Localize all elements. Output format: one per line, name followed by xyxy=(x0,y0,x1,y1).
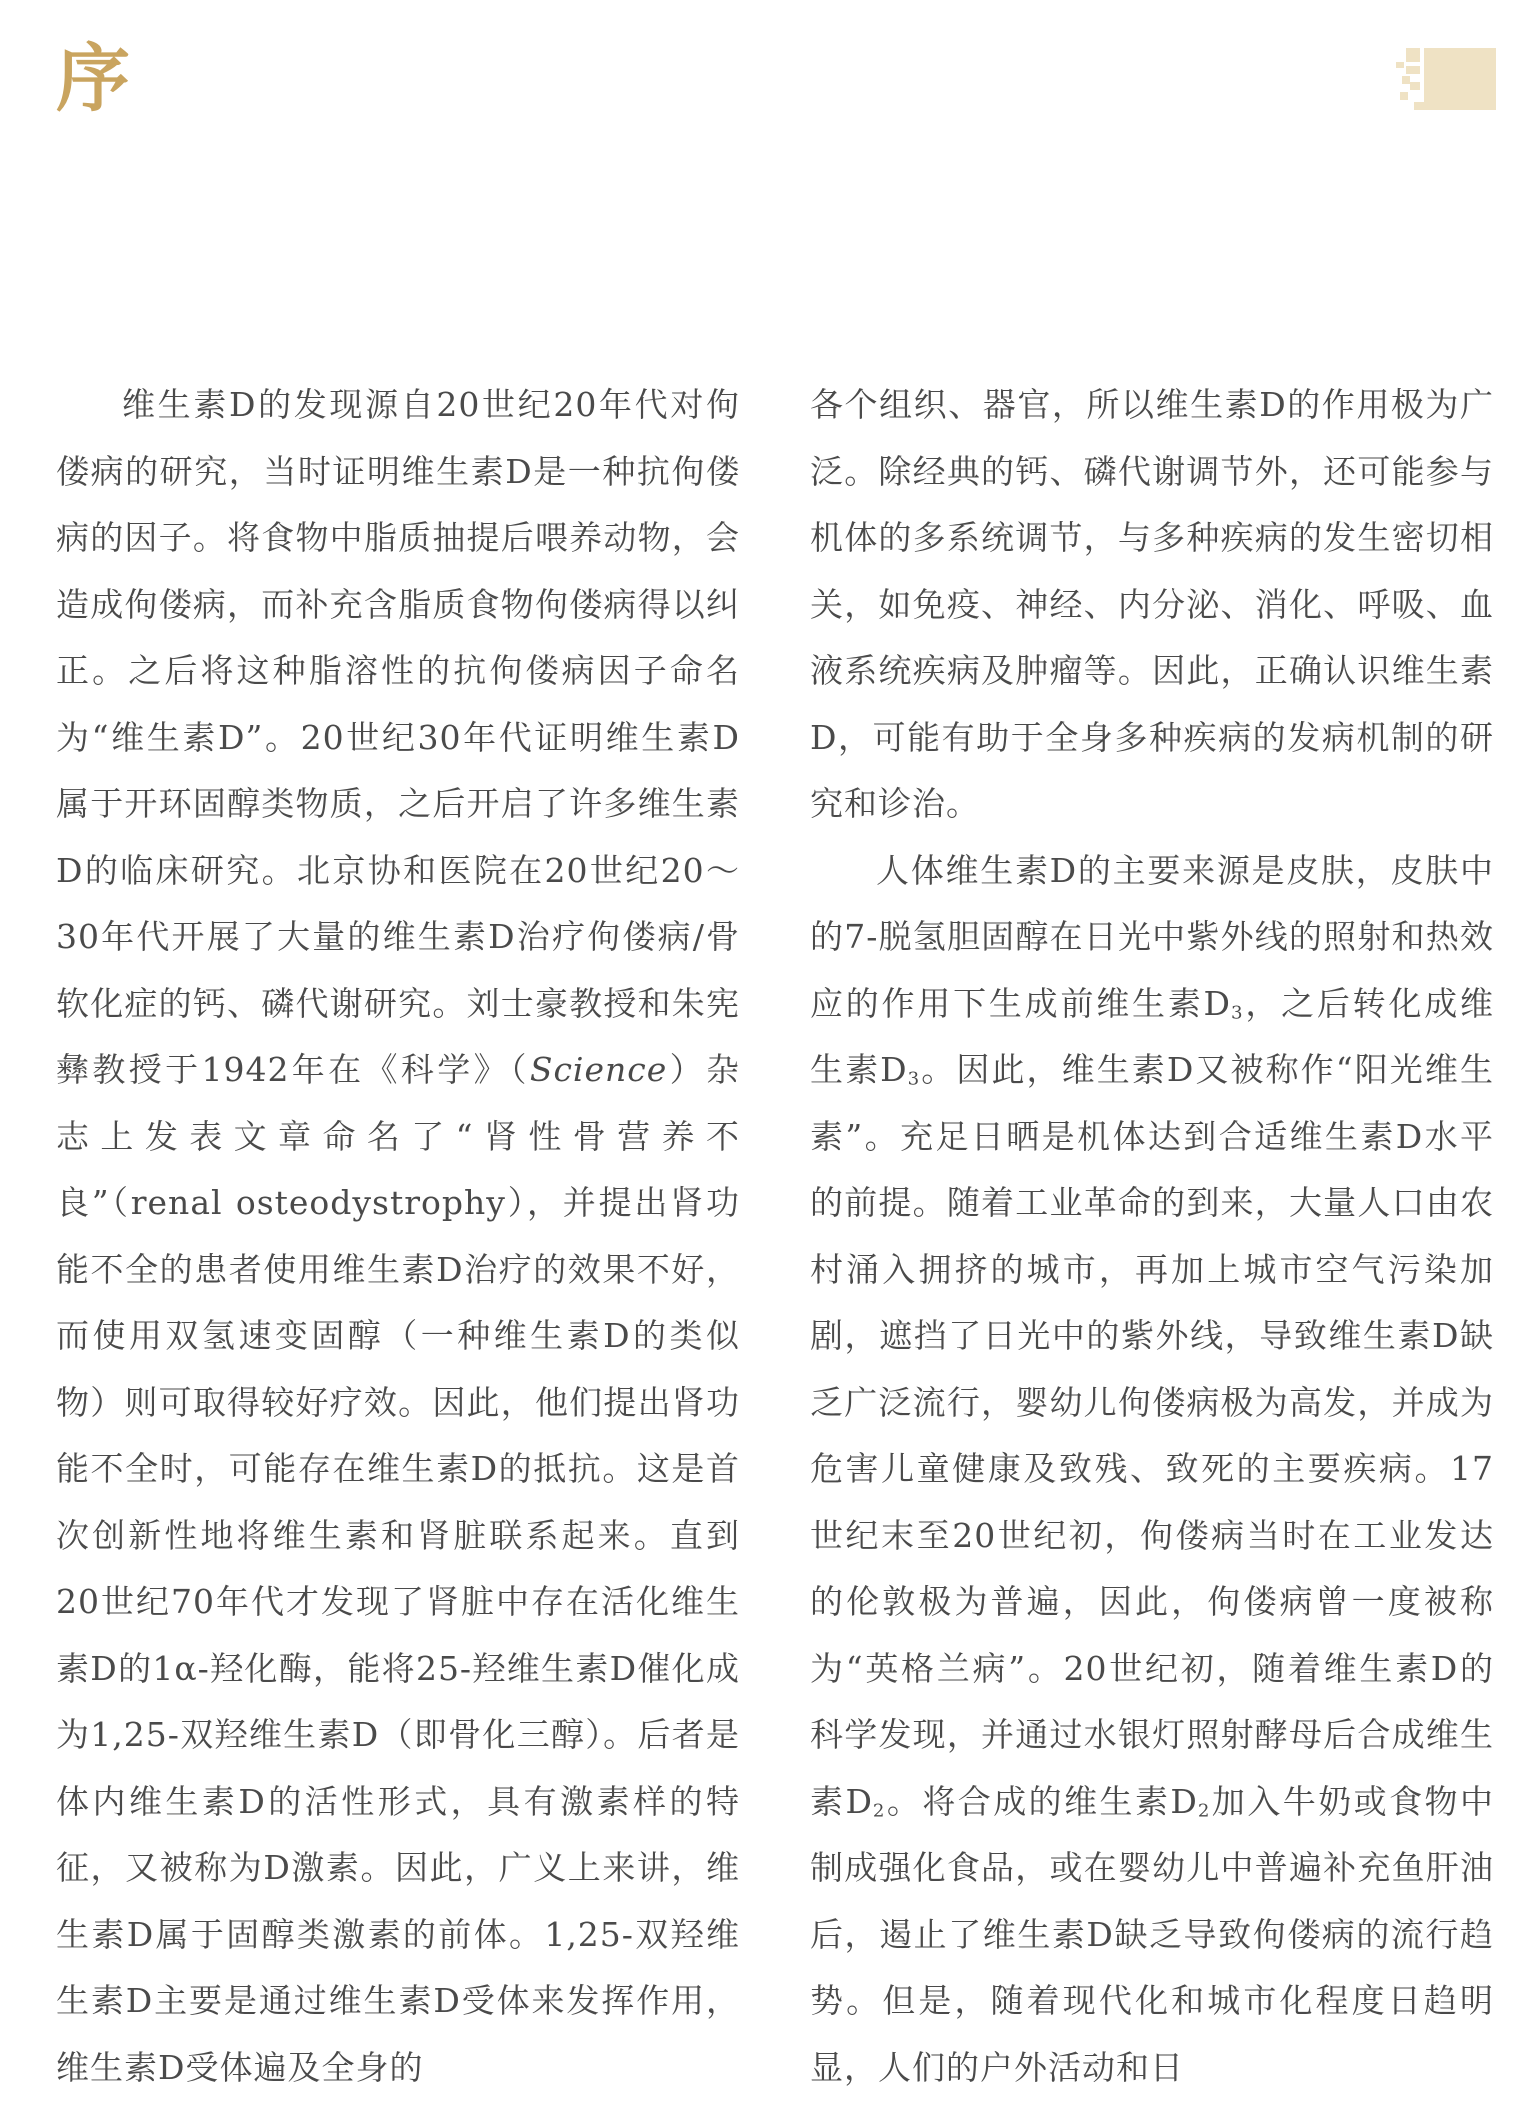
subscript: 2 xyxy=(1197,1800,1211,1822)
subscript: 3 xyxy=(907,1068,921,1090)
paragraph-text: 加入牛奶或食物中制成强化食品，或在婴幼儿中普遍补充鱼肝油后，遏止了维生素D缺乏导致佝偻病的流行趋势。但是，随着现代化和城市化程度日趋明显，人们的户外活动和日 xyxy=(810,1781,1494,2087)
paragraph xyxy=(810,838,1494,2102)
paragraph xyxy=(56,372,740,2101)
paragraph-text: 维生素D的发现源自20世纪20年代对佝偻病的研究，当时证明维生素D是一种抗佝偻病的因子。将食物中脂质抽提后喂养动物，会造成佝偻病，而补充含脂质食物佝偻病得以纠正。之后将这种脂溶性的抗佝偻病因子命名为“维生素D”。20世纪30年代证明维生素D属于开环固醇类物质，之后开启了许多维生素D的临床研究。北京协和医院在20世纪20～30年代开展了大量的维生素D治疗佝偻病/骨软化症的钙、磷代谢研究。刘士豪教授和朱宪彝教授于1942年在《科学》（ xyxy=(56,385,740,1089)
subscript: 2 xyxy=(872,1800,886,1822)
paragraph-text: ，之后转化成维生素D xyxy=(810,983,1495,1089)
journal-name: Science xyxy=(529,1050,668,1089)
subscript: 3 xyxy=(1231,1002,1244,1024)
paragraph-text: 。将合成的维生素D xyxy=(885,1781,1198,1821)
left-column xyxy=(56,372,740,2101)
page-title: 序 xyxy=(56,36,130,122)
paragraph-continuation: 各个组织、器官，所以维生素D的作用极为广泛。除经典的钙、磷代谢调节外，还可能参与机体的多系统调节，与多种疾病的发生密切相关，如免疫、神经、内分泌、消化、呼吸、血液系统疾病及肿瘤等。因此，正确认识维生素D，可能有助于全身多种疾病的发病机制的研究和诊治。 xyxy=(810,385,1494,823)
paragraph-text: 。因此，维生素D又被称作“阳光维生素”。充足日晒是机体达到合适维生素D水平的前提。随着工业革命的到来，大量人口由农村涌入拥挤的城市，再加上城市空气污染加剧，遮挡了日光中的紫外线，导致维生素D缺乏广泛流行，婴幼儿佝偻病极为高发，并成为危害儿童健康及致残、致死的主要疾病。17世纪末至20世纪初，佝偻病当时在工业发达的伦敦极为普遍，因此，佝偻病曾一度被称为“英格兰病”。20世纪初，随着维生素D的科学发现，并通过水银灯照射酵母后合成维生素D xyxy=(810,1050,1494,1821)
paragraph-text: ）杂志上发表文章命名了“肾性骨营养不良”（renal osteodystrophy），并提出肾功能不全的患者使用维生素D治疗的效果不好，而使用双氢速变固醇（一种维生素D的类似物）则可取得较好疗效。因此，他们提出肾功能不全时，可能存在维生素D的抵抗。这是首次创新性地将维生素和肾脏联系起来。直到20世纪70年代才发现了肾脏中存在活化维生素D的1α-羟化酶，能将25-羟维生素D催化成为1,25-双羟维生素D（即骨化三醇）。后者是体内维生素D的活性形式，具有激素样的特征，又被称为D激素。因此，广义上来讲，维生素D属于固醇类激素的前体。1,25-双羟维生素D主要是通过维生素D受体来发挥作用，维生素D受体遍及全身的 xyxy=(56,1050,741,2087)
decorative-pixel-block-icon xyxy=(1396,48,1496,118)
paragraph-text: 人体维生素D的主要来源是皮肤，皮肤中的7-脱氢胆固醇在日光中紫外线的照射和热效应的作用下生成前维生素D xyxy=(810,850,1494,1023)
right-column xyxy=(810,372,1494,2101)
